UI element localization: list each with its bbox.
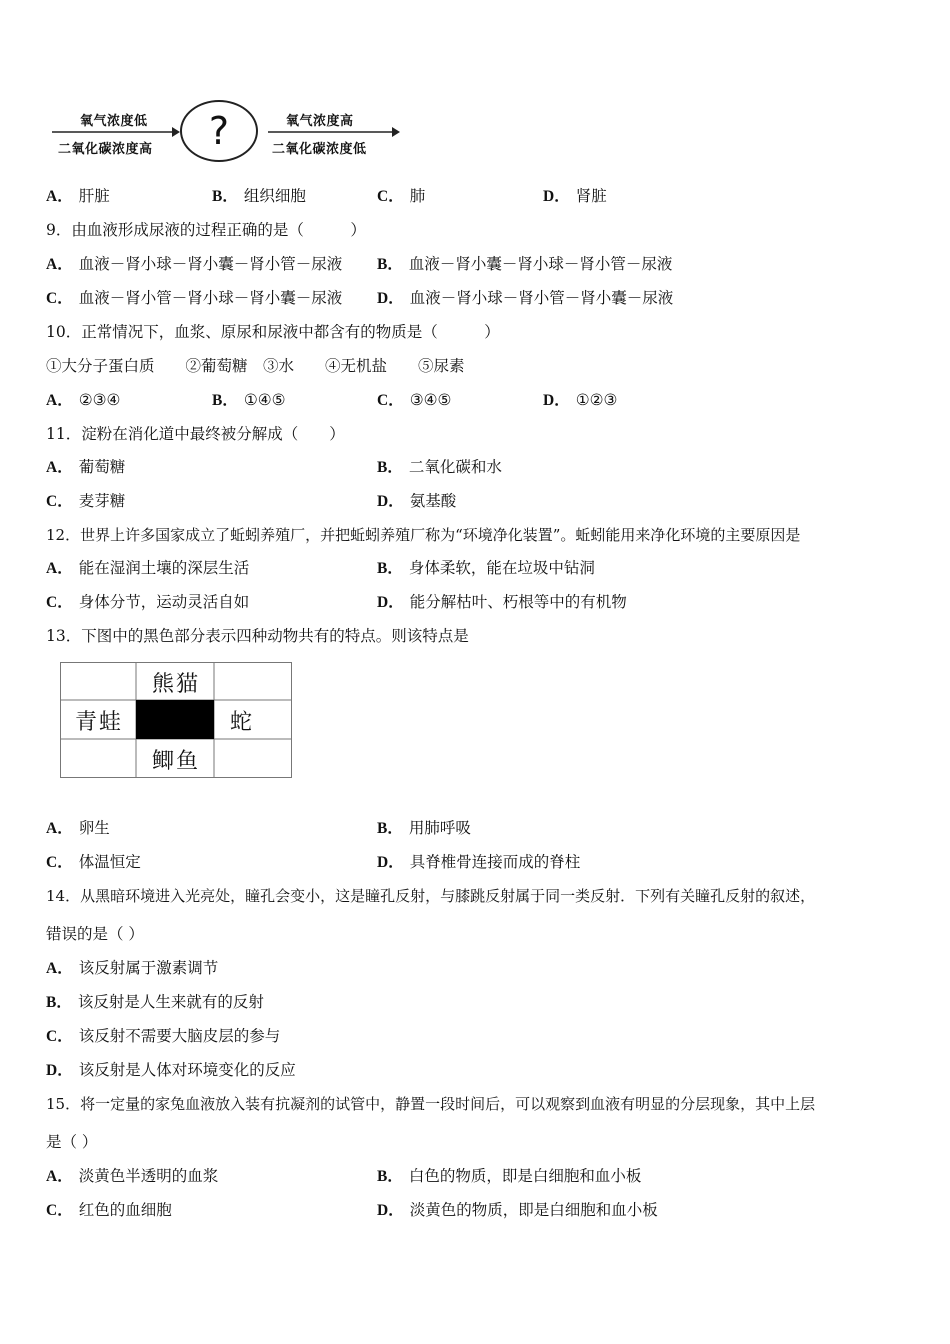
gas-exchange-diagram bbox=[50, 98, 410, 168]
q12-option-d[interactable]: D． 能分解枯叶、朽根等中的有机物 bbox=[377, 593, 627, 611]
q8-option-b[interactable]: B． 组织细胞 bbox=[212, 187, 306, 205]
q15-stem-line2: 是（ ） bbox=[46, 1133, 98, 1151]
q15-stem-line1: 15．将一定量的家兔血液放入装有抗凝剂的试管中，静置一段时间后，可以观察到血液有明显的分层现象，其中上层 bbox=[46, 1095, 816, 1113]
q10-option-b[interactable]: B． ①④⑤ bbox=[212, 391, 286, 409]
q10-items: ①大分子蛋白质 ②葡萄糖 ③水 ④无机盐 ⑤尿素 bbox=[46, 357, 465, 375]
left-bottom-label: 二氧化碳浓度高 bbox=[58, 142, 153, 157]
grid-right-snake: 蛇 bbox=[229, 710, 254, 735]
q10-option-c[interactable]: C． ③④⑤ bbox=[377, 391, 452, 409]
q8-option-c[interactable]: C． 肺 bbox=[377, 187, 426, 205]
q14-stem-line1: 14．从黑暗环境进入光亮处，瞳孔会变小，这是瞳孔反射，与膝跳反射属于同一类反射．下列有关瞳孔反射的叙述， bbox=[46, 887, 816, 905]
q10-stem: 10．正常情况下，血浆、原尿和尿液中都含有的物质是（ ） bbox=[46, 323, 500, 341]
q14-option-c[interactable]: C． 该反射不需要大脑皮层的参与 bbox=[46, 1027, 281, 1045]
q14-option-b[interactable]: B． 该反射是人生来就有的反射 bbox=[46, 993, 264, 1011]
q11-option-c[interactable]: C． 麦芽糖 bbox=[46, 492, 126, 510]
q15-option-a[interactable]: A． 淡黄色半透明的血浆 bbox=[46, 1167, 219, 1185]
q12-option-b[interactable]: B． 身体柔软，能在垃圾中钻洞 bbox=[377, 559, 595, 577]
grid-left-frog: 青蛙 bbox=[74, 710, 123, 735]
q13-option-b[interactable]: B． 用肺呼吸 bbox=[377, 819, 471, 837]
q11-option-a[interactable]: A． 葡萄糖 bbox=[46, 458, 126, 476]
q8-option-d[interactable]: D． 肾脏 bbox=[543, 187, 607, 205]
q12-option-a[interactable]: A． 能在湿润土壤的深层生活 bbox=[46, 559, 250, 577]
q14-stem-line2: 错误的是（ ） bbox=[46, 925, 144, 943]
q9-option-d[interactable]: D． 血液－肾小球－肾小管－肾小囊－尿液 bbox=[377, 289, 674, 307]
q11-stem: 11．淀粉在消化道中最终被分解成（ ） bbox=[46, 425, 345, 443]
q13-stem: 13．下图中的黑色部分表示四种动物共有的特点。则该特点是 bbox=[46, 627, 469, 645]
q8-option-a[interactable]: A． 肝脏 bbox=[46, 187, 110, 205]
q13-option-d[interactable]: D． 具脊椎骨连接而成的脊柱 bbox=[377, 853, 581, 871]
left-top-label: 氧气浓度低 bbox=[80, 114, 148, 129]
q9-stem: 9．由血液形成尿液的过程正确的是（ ） bbox=[46, 221, 366, 239]
q12-stem: 12．世界上许多国家成立了蚯蚓养殖厂，并把蚯蚓养殖厂称为“环境净化装置”。蚯蚓能用来净化环境的主要原因是 bbox=[46, 526, 801, 544]
q9-option-a[interactable]: A． 血液－肾小球－肾小囊－肾小管－尿液 bbox=[46, 255, 343, 273]
animal-grid-diagram bbox=[60, 662, 292, 778]
q10-option-d[interactable]: D． ①②③ bbox=[543, 391, 618, 409]
q11-option-d[interactable]: D． 氨基酸 bbox=[377, 492, 457, 510]
question-circle: ? bbox=[180, 100, 258, 162]
q9-option-b[interactable]: B． 血液－肾小囊－肾小球－肾小管－尿液 bbox=[377, 255, 673, 273]
q13-option-a[interactable]: A． 卵生 bbox=[46, 819, 110, 837]
q14-option-d[interactable]: D． 该反射是人体对环境变化的反应 bbox=[46, 1061, 296, 1079]
q15-option-d[interactable]: D． 淡黄色的物质，即是白细胞和血小板 bbox=[377, 1201, 658, 1219]
q9-option-c[interactable]: C． 血液－肾小管－肾小球－肾小囊－尿液 bbox=[46, 289, 343, 307]
q11-option-b[interactable]: B． 二氧化碳和水 bbox=[377, 458, 502, 476]
q14-option-a[interactable]: A． 该反射属于激素调节 bbox=[46, 959, 219, 977]
q12-option-c[interactable]: C． 身体分节，运动灵活自如 bbox=[46, 593, 250, 611]
grid-bottom-carp: 鲫鱼 bbox=[151, 748, 200, 774]
right-bottom-label: 二氧化碳浓度低 bbox=[272, 142, 367, 157]
right-top-label: 氧气浓度高 bbox=[286, 114, 354, 129]
q15-option-c[interactable]: C． 红色的血细胞 bbox=[46, 1201, 172, 1219]
q15-option-b[interactable]: B． 白色的物质，即是白细胞和血小板 bbox=[377, 1167, 642, 1185]
q13-option-c[interactable]: C． 体温恒定 bbox=[46, 853, 141, 871]
grid-top-panda: 熊猫 bbox=[151, 671, 200, 697]
q10-option-a[interactable]: A． ②③④ bbox=[46, 391, 121, 409]
